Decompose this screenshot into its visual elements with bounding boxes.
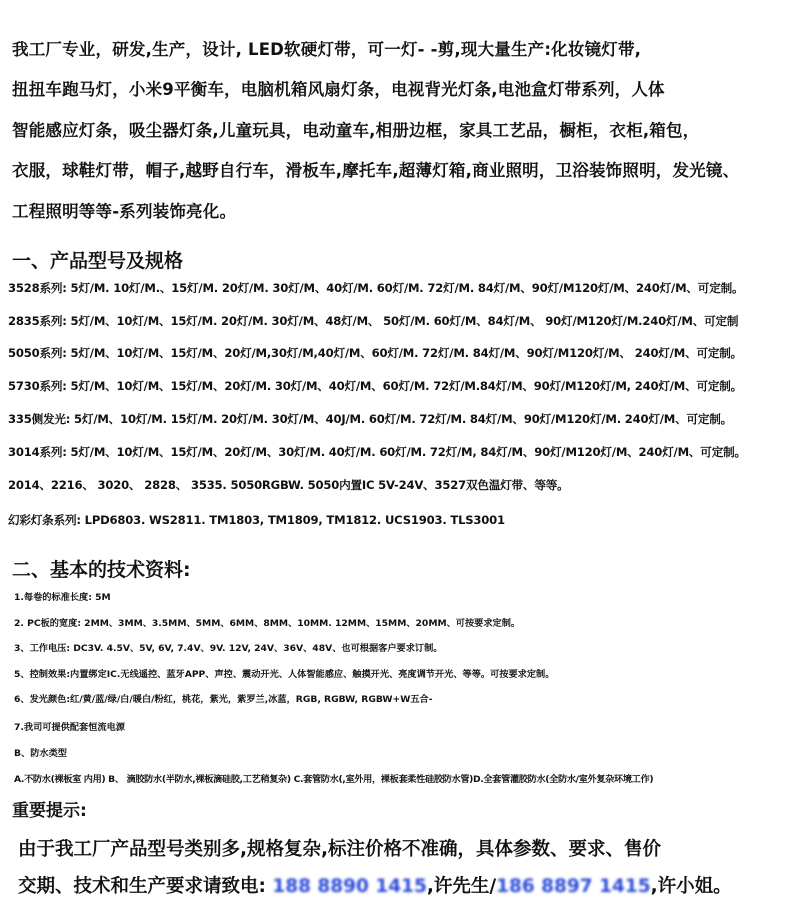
tech-item: 7.我司可提供配套恒流电源 <box>14 722 125 733</box>
intro-line: 智能感应灯条，吸尘器灯条,儿童玩具，电动童车,相册边框，家具工艺品，橱柜，衣柜,箱包， <box>12 121 700 140</box>
contact-prefix: 交期、技术和生产要求请致电: <box>18 876 273 897</box>
tech-item: 3、工作电压: DC3V. 4.5V、5V, 6V, 7.4V、9V. 12V, 24V、36V、48V、也可根据客户要求订制。 <box>14 643 443 654</box>
spec-row: 2835系列: 5灯/M、10灯/M、15灯/M. 20灯/M. 30灯/M、48灯/M、 50灯/M. 60灯/M、84灯/M、 90灯/M120灯/M.240灯/M、可定制 <box>8 314 739 328</box>
contact-name-2: ,许小姐。 <box>650 876 732 897</box>
section-title-tech: 二、基本的技术资料: <box>12 559 191 581</box>
section-title-specs: 一、产品型号及规格 <box>12 250 184 272</box>
contact-name-1: ,许先生/ <box>426 876 497 897</box>
intro-line: 我工厂专业，研发,生产，设计, LED软硬灯带，可一灯- -剪,现大量生产:化妆镜灯带, <box>12 40 642 59</box>
tech-item: 6、发光颜色:红/黄/蓝/绿/白/暖白/粉红，桃花，紫光，紫罗兰,冰蓝，RGB, RGBW, RGBW+W五合- <box>14 694 433 705</box>
tech-item: 1.每卷的标准长度: 5M <box>14 592 111 603</box>
spec-row: 335侧发光: 5灯/M、10灯/M. 15灯/M. 20灯/M. 30灯/M、40J/M. 60灯/M. 72灯/M. 84灯/M、90灯/M120灯/M. 240灯/M、可定制。 <box>8 412 733 426</box>
spec-row: 2014、2216、 3020、 2828、 3535. 5050RGBW. 5050内置IC 5V-24V、3527双色温灯带、等等。 <box>8 478 569 492</box>
tech-item: 2. PC板的宽度: 2MM、3MM、3.5MM、5MM、6MM、8MM、10MM. 12MM、15MM、20MM、可按要求定制。 <box>14 618 521 629</box>
notice-contact-line <box>18 872 732 898</box>
tech-item: A.不防水(裸板室 内用) B、 滴胶防水(半防水,裸板滴硅胶,工艺稍复杂) C.套管防水(,室外用，裸板套柔性硅胶防水管)D.全套管灌胶防水(全防水/室外复杂环境工作) <box>14 774 654 785</box>
tech-item: B、防水类型 <box>14 748 67 759</box>
intro-line: 工程照明等等-系列装饰亮化。 <box>12 202 237 221</box>
intro-line: 扭扭车跑马灯，小米9平衡车，电脑机箱风扇灯条，电视背光灯条,电池盒灯带系列，人体 <box>12 80 665 99</box>
magic-strip-series: 幻彩灯条系列: LPD6803. WS2811. TM1803, TM1809, TM1812. UCS1903. TLS3001 <box>8 513 505 527</box>
intro-line: 衣服，球鞋灯带，帽子,越野自行车，滑板车,摩托车,超薄灯箱,商业照明，卫浴装饰照明，发光镜、 <box>12 161 740 180</box>
phone-number-2: 186 8897 1415 <box>496 876 651 897</box>
spec-row: 5730系列: 5灯/M、10灯/M、15灯/M、20灯/M. 30灯/M、40灯/M、60灯/M. 72灯/M.84灯/M、90灯/M120灯/M, 240灯/M、可定制。 <box>8 379 743 393</box>
phone-number-1: 188 8890 1415 <box>272 876 427 897</box>
spec-row: 3014系列: 5灯/M、10灯/M、15灯/M、20灯/M、30灯/M. 40灯/M. 60灯/M. 72灯/M, 84灯/M、90灯/M120灯/M、240灯/M、可定制。 <box>8 445 746 459</box>
notice-title: 重要提示: <box>12 801 87 821</box>
notice-line: 由于我工厂产品型号类别多,规格复杂,标注价格不准确，具体参数、要求、售价 <box>18 839 662 860</box>
tech-item: 5、控制效果:内置绑定IC.无线遥控、蓝牙APP、声控、震动开光、人体智能感应、触摸开光、亮度调节开光、等等。可按要求定制。 <box>14 669 555 680</box>
spec-row: 5050系列: 5灯/M、10灯/M、15灯/M、20灯/M,30灯/M,40灯/M、60灯/M. 72灯/M. 84灯/M、90灯/M120灯/M、 240灯/M、可定制。 <box>8 346 743 360</box>
spec-row: 3528系列: 5灯/M. 10灯/M.、15灯/M. 20灯/M. 30灯/M、40灯/M. 60灯/M. 72灯/M. 84灯/M、90灯/M120灯/M、240灯/M、可定制。 <box>8 281 744 295</box>
